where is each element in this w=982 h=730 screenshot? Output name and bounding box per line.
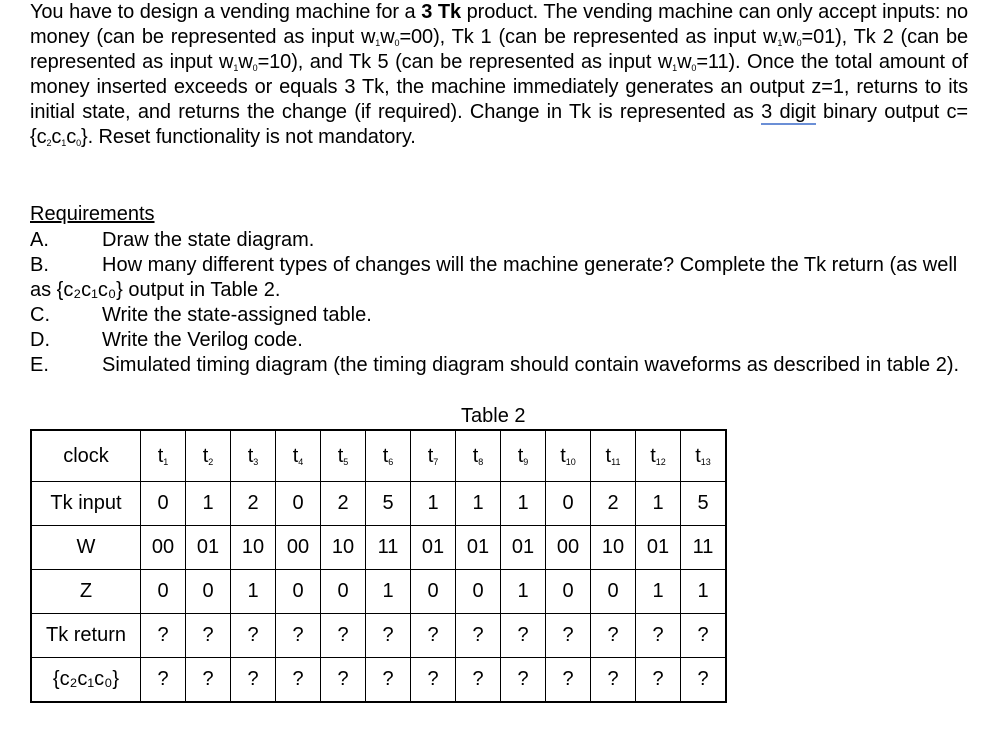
table-cell: 00 [141,526,186,570]
text-run: =01), Tk 2 (can be represented as input w [30,26,968,73]
table-cell: 0 [411,570,456,614]
table-cell: 1 [636,482,681,526]
table-cell [231,430,276,482]
clock-label: t [247,444,254,467]
table-cell: ? [411,658,456,703]
table-cell: 2 [321,482,366,526]
subscript: 1 [61,138,67,148]
row-header: Tk return [31,614,141,658]
table-2 [30,429,727,703]
table-cell: 2 [231,482,276,526]
requirement-c [30,303,968,328]
table-cell: ? [681,614,727,658]
table-cell: ? [456,658,501,703]
requirement-b [30,253,968,303]
table-cell: ? [501,658,546,703]
table-cell: 11 [366,526,411,570]
table-cell: 00 [546,526,591,570]
table-cell: 5 [366,482,411,526]
table-cell: ? [636,658,681,703]
table-cell: ? [141,614,186,658]
subscript: 1 [672,63,678,73]
subscript: 4 [298,456,304,467]
row-header: Tk input [31,482,141,526]
subscript: 2 [46,138,52,148]
table-cell: 1 [501,570,546,614]
subscript: 7 [433,456,439,467]
table-cell: ? [546,614,591,658]
row-header: W [31,526,141,570]
table-cell [276,430,321,482]
table-cell: 10 [321,526,366,570]
clock-label: t [337,444,344,467]
table-cell: ? [501,614,546,658]
subscript: 12 [655,456,666,467]
text-run: You have to design a vending machine for a [30,1,422,23]
table-cell: 00 [276,526,321,570]
table-cell: 11 [681,526,727,570]
table-cell: ? [321,658,366,703]
text-run: }. Reset functionality is not mandatory. [81,126,416,148]
row-header: Z [31,570,141,614]
table-cell: 1 [456,482,501,526]
requirement-letter: C. [30,304,50,326]
table-cell [546,430,591,482]
subscript: 8 [478,456,484,467]
table-cell [411,430,456,482]
table-row [31,526,726,570]
underlined-text: 3 digit [761,101,816,123]
clock-label: t [472,444,479,467]
table-cell: ? [186,614,231,658]
requirement-text: Simulated timing diagram (the timing diagram should contain waveforms as described in table 2). [102,354,960,376]
table-cell: 01 [501,526,546,570]
table-cell: 1 [186,482,231,526]
subscript: 1 [163,456,169,467]
table-cell: 0 [276,570,321,614]
table-cell: 01 [456,526,501,570]
table-cell: 0 [546,570,591,614]
text-run: =11). Once the total amount of money inserted exceeds or equals 3 Tk, the machine immediately generates an output z=1, returns to its initial state, and returns the change (if required). Change in Tk is represented as [30,51,968,123]
table-cell: ? [546,658,591,703]
text-run: =10), and Tk 5 (can be represented as input w [257,51,673,73]
table-cell: 0 [186,570,231,614]
table-cell: 1 [681,570,727,614]
table-caption: Table 2 [461,405,526,427]
table-cell: ? [366,614,411,658]
requirement-text: Write the Verilog code. [102,329,303,351]
requirement-text: How many different types of changes will the machine generate? Complete the Tk return (as well as {c₂c₁c₀} output in Table 2. [30,254,958,301]
table-cell: 01 [636,526,681,570]
table-cell: 0 [456,570,501,614]
subscript: 3 [253,456,259,467]
requirement-letter: A. [30,229,49,251]
table-cell: ? [636,614,681,658]
table-row [31,482,726,526]
text-run: =00), Tk 1 (can be represented as input w [399,26,778,48]
requirement-d [30,328,968,353]
subscript: 10 [565,456,576,467]
table-cell: ? [366,658,411,703]
table-cell: 1 [366,570,411,614]
table-cell: ? [411,614,456,658]
clock-label: t [202,444,209,467]
table-cell [456,430,501,482]
requirement-e [30,353,968,378]
table-cell: 10 [231,526,276,570]
clock-label: t [382,444,389,467]
table-cell: 0 [546,482,591,526]
requirement-text: Draw the state diagram. [102,229,315,251]
table-cell [591,430,636,482]
text-run: binary output c={c [30,101,969,148]
subscript: 9 [523,456,529,467]
subscript: 1 [777,38,783,48]
row-header: clock [31,430,141,482]
table-cell: 5 [681,482,727,526]
table-cell: 0 [141,482,186,526]
clock-label: t [292,444,299,467]
subscript: 1 [375,38,381,48]
table-cell [501,430,546,482]
table-cell [681,430,727,482]
subscript: 0 [76,138,82,148]
table-cell: ? [591,658,636,703]
requirement-letter: E. [30,354,49,376]
requirements-heading: Requirements [30,203,155,225]
clock-label: t [605,444,612,467]
table-cell: 01 [186,526,231,570]
subscript: 0 [394,38,400,48]
table-cell: ? [231,658,276,703]
table-cell: 0 [591,570,636,614]
requirement-text: Write the state-assigned table. [102,304,372,326]
table-cell: 0 [276,482,321,526]
subscript: 11 [611,456,621,467]
subscript: 1 [233,63,239,73]
problem-statement: You have to design a vending machine for a 3 Tk product. The vending machine can only accept inputs: no money (can be represented as input $w_1w_0=00$), Tk 1 (can be represented as input $w_1w_0=01$), Tk 2 (can be represented as input $w_1w_0=10$), and Tk 5 (can be represented as input $w_1w_0=11$). Once the total amount of money inserted exceeds or equals 3 Tk, the machine immediately generates an output z=1, returns to its initial state, and returns the change (if required). Change in Tk is represented as 3 digit binary output $c=\{c_2c_1c_0\}$. Reset functionality is not mandatory. [30,1,969,148]
table-cell: 1 [501,482,546,526]
table-cell: ? [186,658,231,703]
table-row [31,614,726,658]
table-cell: ? [276,614,321,658]
clock-label: t [517,444,524,467]
table-cell: 0 [141,570,186,614]
table-cell: ? [231,614,276,658]
table-cell: 0 [321,570,366,614]
subscript: 6 [388,456,394,467]
table-cell [366,430,411,482]
clock-label: t [157,444,164,467]
table-cell: ? [141,658,186,703]
table-cell [636,430,681,482]
clock-label: t [427,444,434,467]
table-cell: 01 [411,526,456,570]
table-cell: 2 [591,482,636,526]
text-run: product. The vending machine can only accept inputs: no money (can be represented as input w [30,1,969,48]
table-cell: 1 [231,570,276,614]
clock-label: t [650,444,656,467]
bold-text: 3 Tk [421,1,462,23]
table-cell [186,430,231,482]
table-cell: 1 [411,482,456,526]
table-row [31,658,726,703]
clock-label: t [695,444,701,467]
table-cell [321,430,366,482]
table-cell: ? [276,658,321,703]
requirement-letter: B. [30,254,49,276]
table-cell: ? [591,614,636,658]
table-cell: 1 [636,570,681,614]
requirement-a [30,228,968,253]
subscript: 2 [208,456,214,467]
table-row [31,570,726,614]
requirement-letter: D. [30,329,50,351]
table-cell [141,430,186,482]
row-header: {c₂c₁c₀} [31,658,141,703]
table-cell: ? [456,614,501,658]
table-cell: ? [681,658,727,703]
table-cell: ? [321,614,366,658]
subscript: 13 [700,456,711,467]
subscript: 0 [796,38,802,48]
table-cell: 10 [591,526,636,570]
subscript: 5 [343,456,349,467]
subscript: 0 [691,63,697,73]
subscript: 0 [252,63,258,73]
table-row [31,430,726,482]
document-page [30,0,969,690]
clock-label: t [560,444,566,467]
